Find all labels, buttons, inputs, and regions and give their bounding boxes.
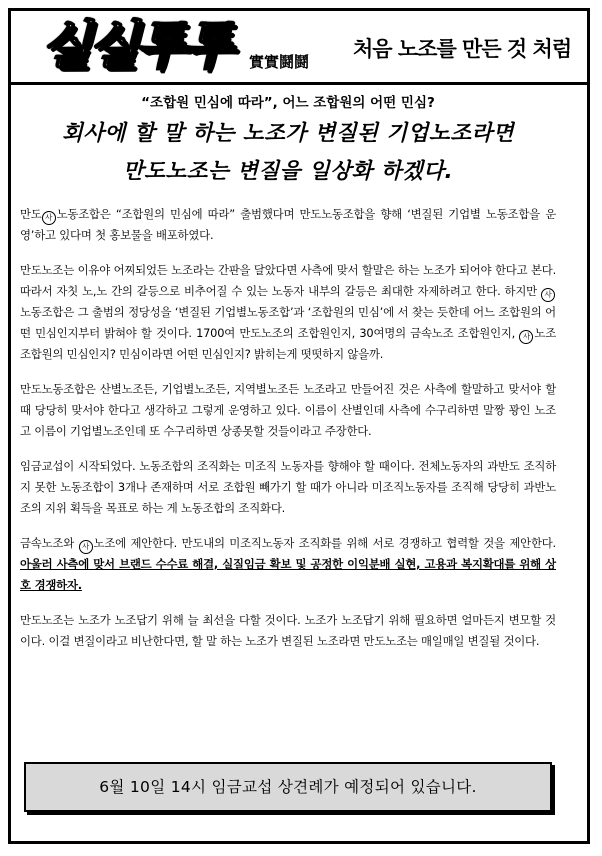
headline-line-1: 회사에 할 말 하는 노조가 변질된 기업노조라면 bbox=[61, 121, 515, 146]
paragraph-5-b: 노조에 제안한다. 만도내의 미조직노동자 조직화를 위해 서로 경쟁하고 협력할 것을 제안한다. bbox=[93, 536, 556, 550]
notice-box: 6월 10일 14시 임금교섭 상견례가 예정되어 있습니다. bbox=[24, 762, 552, 812]
header bbox=[11, 11, 587, 85]
paragraph-2-a: 만도노조는 이유야 어찌되었든 노조라는 간판을 달았다면 사측에 맞서 할말은 하는 노조가 되어야 한다고 본다. 따라서 자칫 노,노 간의 갈등으로 비추어질 수 있는 노동자 내부의 갈등은 최대한 자제하려고 한다. 하지만 bbox=[20, 263, 556, 298]
paragraph-6: 만도노조는 노조가 노조답기 위해 늘 최선을 다할 것이다. 노조가 노조답기 위해 필요하면 얼마든지 변모할 것이다. 이걸 변질이라고 비난한다면, 할 말 하는 노조가 변질된 노조라면 만도노조는 매일매일 변질될 것이다. bbox=[20, 613, 556, 648]
headline-line-2: 만도노조는 변질을 일상화 하겠다. bbox=[122, 159, 454, 184]
paragraph-1-b: 노동조합은 “조합원의 민심에 따라” 출범했다며 만도노동조합을 향해 ‘변질된 기업별 노동조합을 운영’하고 있다며 첫 홍보물을 배포하였다. bbox=[20, 207, 556, 242]
header-slogan: 처음 노조를 만든 것 처럼 bbox=[353, 37, 572, 61]
paragraph-1-a: 만도 bbox=[20, 207, 42, 221]
paragraph-5-a: 금속노조와 bbox=[20, 536, 79, 550]
union-mark-icon: 사 bbox=[42, 211, 56, 225]
paragraph-4: 임금교섭이 시작되었다. 노동조합의 조직화는 미조직 노동자를 향해야 할 때이다. 전체노동자의 과반도 조직하지 못한 노동조합이 3개나 존재하며 서로 조합원 빼가기 할 때가 아니라 미조직노동자를 조직해 당당히 과반노조의 지위 획득을 목표로 하는 게 노동조합의 조직화다. bbox=[20, 459, 556, 515]
paragraph-5 bbox=[20, 533, 556, 596]
union-mark-icon: 사 bbox=[541, 288, 555, 302]
union-mark-icon: 사 bbox=[79, 540, 93, 554]
paragraph-2-c: 노조 조합원의 민심인지? 민심이라면 어떤 민심인지? 밝히는게 떳떳하지 않을까. bbox=[20, 326, 556, 361]
paragraph-2-b: 노동조합은 그 출범의 정당성을 ‘변질된 기업별노동조합’과 ‘조합원의 민심’에 서 찾는 듯한데 어느 조합원의 어떤 민심인지부터 밝혀야 할 것이다. 1700여 만도노조의 조합원인지, 30여명의 금속노조 조합원인지, bbox=[20, 305, 556, 340]
union-mark-icon: 사 bbox=[519, 330, 533, 344]
paragraph-5-emphasis: 아울러 사측에 맞서 브랜드 수수료 해결, 실질임금 확보 및 공정한 이익분배 실현, 고용과 복지확대를 위해 상호 경쟁하자. bbox=[20, 557, 556, 592]
logo-hanja: 實實鬪鬪 bbox=[249, 53, 310, 71]
paragraph-2 bbox=[20, 260, 556, 365]
paragraph-1 bbox=[20, 204, 556, 246]
paragraph-3: 만도노동조합은 산별노조든, 기업별노조든, 지역별노조든 노조라고 만들어진 것은 사측에 할말하고 맞서야 할 때 당당히 맞서야 한다고 생각하고 그렇게 운영하고 있다. 이름이 산별인데 사측에 수구리하면 말짱 꽝인 노조고 이름이 기업별노조인데 또 수구리하면 상종못할 것들이라고 주장한다. bbox=[20, 382, 556, 438]
article-subtitle: “조합원 민심에 따라”, 어느 조합원의 어떤 민심? bbox=[141, 95, 435, 111]
logo: 실실투투 bbox=[41, 16, 230, 76]
article bbox=[20, 94, 556, 652]
